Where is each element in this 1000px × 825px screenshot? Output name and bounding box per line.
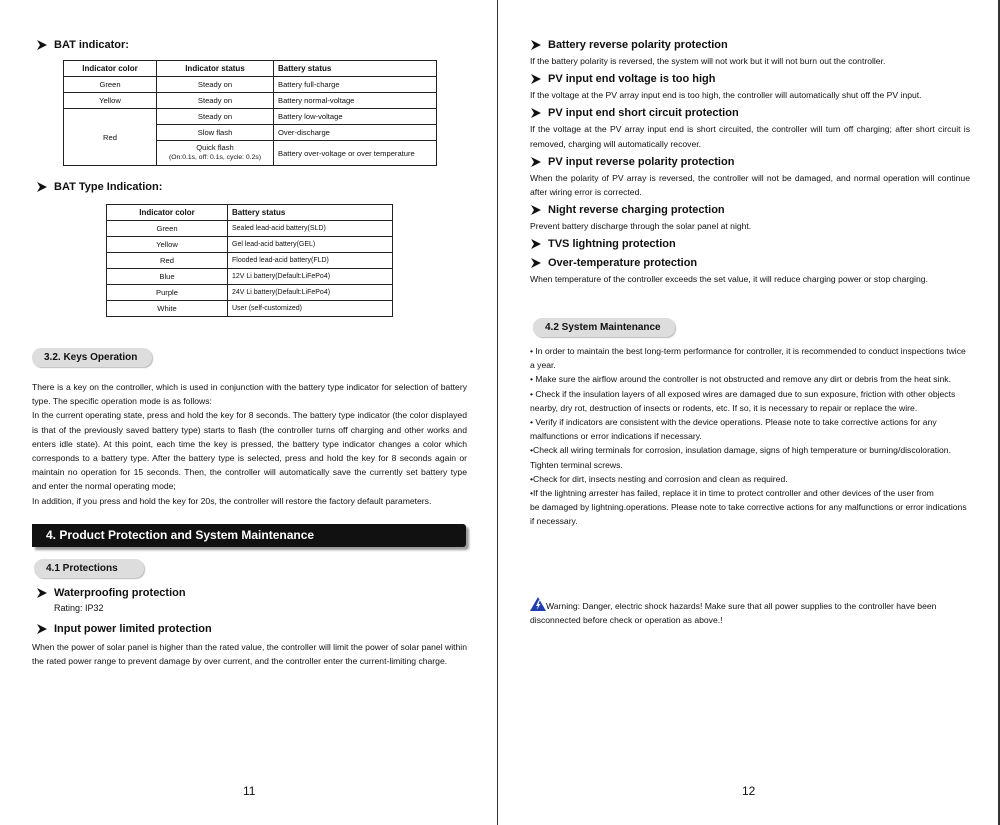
table-row: Green Steady on Battery full-charge	[64, 77, 437, 93]
protection-list	[530, 39, 970, 287]
list-item: • In order to maintain the best long-term performance for controller, it is recommended to conduct inspections twice a year.	[530, 346, 966, 371]
table-header: Battery status	[274, 61, 437, 77]
arrow-bullet-icon	[36, 587, 48, 599]
arrow-bullet-icon	[530, 204, 542, 216]
list-item: Tighten terminal screws.	[530, 459, 623, 470]
protection-item: PV input end short circuit protection If the voltage at the PV array input end is short circuited, the controller will turn off charging; after short circuit is removed, charging will automatically recover.	[530, 107, 970, 149]
table-row: White User (self-customized)	[107, 301, 393, 317]
table-row: Red Steady on Battery low-voltage	[64, 109, 437, 125]
waterproof-heading: Waterproofing protection	[36, 587, 186, 599]
arrow-bullet-icon	[530, 156, 542, 168]
table-row: Purple 24V Li battery(Default:LiFePo4)	[107, 285, 393, 301]
list-item: • Make sure the airflow around the controller is not obstructed and remove any dirt or debris from the heat sink.	[530, 374, 951, 385]
table-row: Slow flash Over-discharge	[64, 125, 437, 141]
table-row: Yellow Steady on Battery normal-voltage	[64, 93, 437, 109]
table-row: Red Flooded lead-acid battery(FLD)	[107, 253, 393, 269]
table-row: Green Sealed lead-acid battery(SLD)	[107, 221, 393, 237]
list-item: • Check if the insulation layers of all exposed wires are damaged due to sun exposure, friction with other objects nearby, dry rot, destruction of insects or rodents, etc. If so, it is necessary to repair or replace the wire.	[530, 388, 956, 413]
bat-indicator-heading: BAT indicator:	[36, 39, 129, 51]
table-row: Blue 12V Li battery(Default:LiFePo4)	[107, 269, 393, 285]
protections-heading: 4.1 Protections	[34, 559, 144, 578]
input-power-text: When the power of solar panel is higher than the rated value, the controller will limit the power of solar panel within the rated power range to prevent damage by over current, and the controller enter the current-limiting charge.	[32, 642, 467, 667]
arrow-bullet-icon	[530, 73, 542, 85]
protection-item: Night reverse charging protection Prevent battery discharge through the solar panel at night.	[530, 204, 752, 232]
page-number: 11	[243, 784, 256, 798]
list-item: •If the lightning arrester has failed, replace it in time to protect controller and other devices of the user from	[530, 488, 934, 499]
arrow-bullet-icon	[36, 39, 48, 51]
warning-note: Warning: Danger, electric shock hazards! Make sure that all power supplies to the controller have been disconnected before check or operation as above.!	[530, 597, 970, 627]
maintenance-list	[530, 344, 970, 529]
arrow-bullet-icon	[36, 623, 48, 635]
list-item: •Check all wiring terminals for corrosion, insulation damage, signs of high temperature or burning/discoloration.	[530, 445, 951, 456]
list-item: •Check for dirt, insects nesting and corrosion and clean as required.	[530, 473, 788, 484]
page-number: 12	[742, 784, 756, 798]
bat-indicator-table	[63, 60, 437, 166]
bat-type-heading: BAT Type Indication:	[36, 181, 162, 193]
bat-type-table	[106, 204, 393, 317]
table-header: Battery status	[228, 205, 393, 221]
page-11	[0, 0, 498, 825]
section-4-banner: 4. Product Protection and System Maintenance	[32, 524, 466, 547]
table-header: Indicator status	[157, 61, 274, 77]
warning-triangle-icon	[530, 597, 546, 611]
table-header: Indicator color	[107, 205, 228, 221]
table-row: Quick flash (On:0.1s, off: 0.1s, cycle: 0.2s) Battery over-voltage or over temperature	[64, 141, 437, 166]
keys-operation-text: There is a key on the controller, which is used in conjunction with the battery type indicator for selection of battery type. The specific operation mode is as follows: In the current operating state, press and hold the key for 8 seconds. The battery type indicator (the color displayed is that of the previously saved battery type) starts to flash (the controller turns off charging and other works and enters idle state). At this point, each time the key is pressed, the battery type indicator changes a color which corresponds to a battery type. After the battery type is selected, press and hold the key for 8 seconds again or maintain no operation for 15 seconds. Then, the controller will automatically save the currently set battery type and enter the normal operating mode; In addition, if you press and hold the key for 20s, the controller will restore the factory default parameters.	[32, 382, 467, 506]
table-row: Yellow Gel lead-acid battery(GEL)	[107, 237, 393, 253]
list-item: • Verify if indicators are consistent with the device operations. Please note to take corrective actions for any malfunctions or error indications if necessary.	[530, 417, 937, 442]
arrow-bullet-icon	[530, 257, 542, 269]
arrow-bullet-icon	[530, 107, 542, 119]
page-12	[499, 0, 1000, 825]
protection-item: Battery reverse polarity protection If the battery polarity is reversed, the system will not work but it will not burn out the controller.	[530, 39, 886, 66]
waterproof-rating: Rating: IP32	[54, 603, 104, 613]
protection-item: PV input end voltage is too high If the voltage at the PV array input end is too high, the controller will automatically shut off the PV input.	[530, 73, 922, 101]
input-power-heading: Input power limited protection	[36, 623, 212, 635]
table-header: Indicator color	[64, 61, 157, 77]
list-item: be damaged by lightning.operations. Please note to take corrective actions for any malfunctions or error indications if necessary.	[530, 502, 967, 527]
arrow-bullet-icon	[530, 39, 542, 51]
arrow-bullet-icon	[36, 181, 48, 193]
keys-operation-heading: 3.2. Keys Operation	[32, 348, 152, 367]
arrow-bullet-icon	[530, 238, 542, 250]
protection-item: PV input reverse polarity protection When the polarity of PV array is reversed, the controller will not be damaged, and normal operation will continue after wiring error is corrected.	[530, 155, 970, 198]
protection-item: TVS lightning protection	[530, 238, 970, 250]
protection-item: Over-temperature protection When temperature of the controller exceeds the set value, it will reduce charging power or stop charging.	[530, 257, 928, 285]
maintenance-heading: 4.2 System Maintenance	[533, 318, 675, 337]
